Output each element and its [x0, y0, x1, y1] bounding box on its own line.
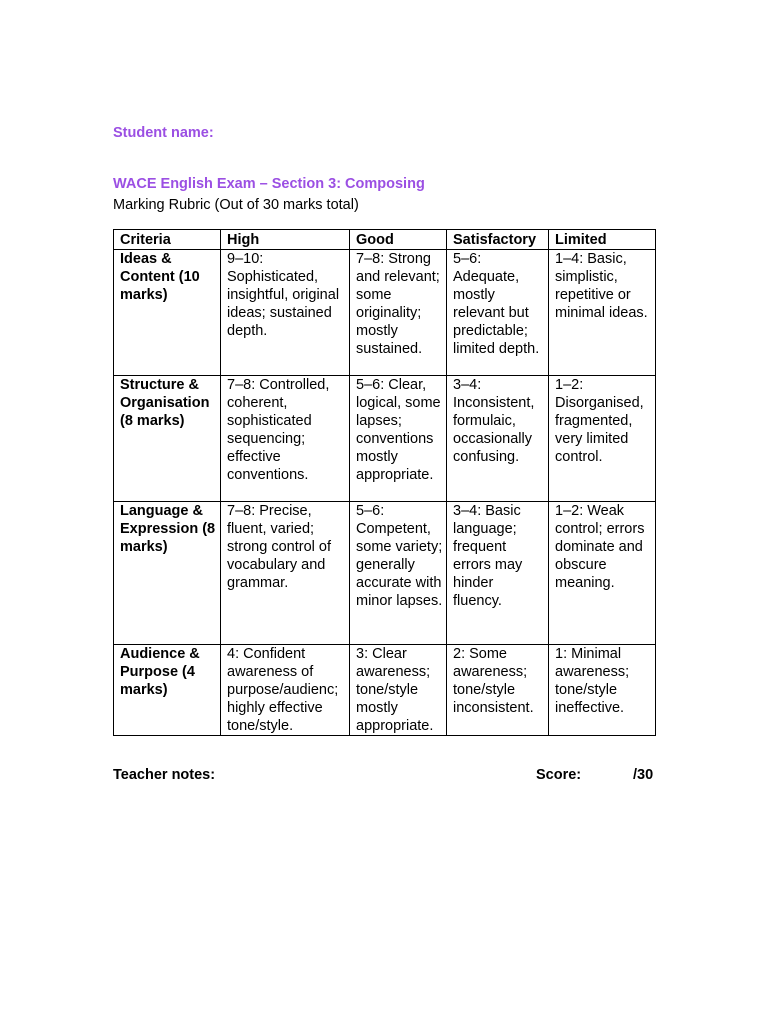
teacher-notes-label: Teacher notes: [113, 767, 216, 783]
table-row [114, 250, 656, 376]
limited-cell: 1–4: Basic, simplistic, repetitive or minimal ideas. [549, 250, 656, 376]
satisfactory-cell: 3–4: Inconsistent, formulaic, occasionally confusing. [447, 376, 549, 502]
score-label: Score: [536, 767, 582, 783]
header-criteria: Criteria [114, 230, 221, 250]
criteria-cell: Language & Expression (8 marks) [114, 502, 221, 645]
satisfactory-cell: 3–4: Basic language; frequent errors may hinder fluency. [447, 502, 549, 645]
good-cell: 5–6: Competent, some variety; generally accurate with minor lapses. [350, 502, 447, 645]
limited-cell: 1–2: Disorganised, fragmented, very limited control. [549, 376, 656, 502]
criteria-cell: Structure & Organisation (8 marks) [114, 376, 221, 502]
limited-cell: 1: Minimal awareness; tone/style ineffective. [549, 645, 656, 736]
high-cell: 7–8: Controlled, coherent, sophisticated sequencing; effective conventions. [221, 376, 350, 502]
criteria-cell: Ideas & Content (10 marks) [114, 250, 221, 376]
satisfactory-cell: 5–6: Adequate, mostly relevant but predictable; limited depth. [447, 250, 549, 376]
score-total: /30 [633, 767, 654, 783]
high-cell: 4: Confident awareness of purpose/audienc; highly effective tone/style. [221, 645, 350, 736]
table-row [114, 502, 656, 645]
good-cell: 5–6: Clear, logical, some lapses; conventions mostly appropriate. [350, 376, 447, 502]
header-good: Good [350, 230, 447, 250]
limited-cell: 1–2: Weak control; errors dominate and obscure meaning. [549, 502, 656, 645]
table-row [114, 645, 656, 736]
good-cell: 3: Clear awareness; tone/style mostly appropriate. [350, 645, 447, 736]
marking-rubric-table [113, 229, 656, 736]
criteria-cell: Audience & Purpose (4 marks) [114, 645, 221, 736]
table-row [114, 376, 656, 502]
student-name-label: Student name: [113, 125, 214, 141]
rubric-subtitle: Marking Rubric (Out of 30 marks total) [113, 197, 359, 213]
header-high: High [221, 230, 350, 250]
table-header-row [114, 230, 656, 250]
satisfactory-cell: 2: Some awareness; tone/style inconsistent. [447, 645, 549, 736]
good-cell: 7–8: Strong and relevant; some originality; mostly sustained. [350, 250, 447, 376]
high-cell: 7–8: Precise, fluent, varied; strong control of vocabulary and grammar. [221, 502, 350, 645]
exam-title: WACE English Exam – Section 3: Composing [113, 176, 425, 192]
high-cell: 9–10: Sophisticated, insightful, original ideas; sustained depth. [221, 250, 350, 376]
header-satisfactory: Satisfactory [447, 230, 549, 250]
header-limited: Limited [549, 230, 656, 250]
